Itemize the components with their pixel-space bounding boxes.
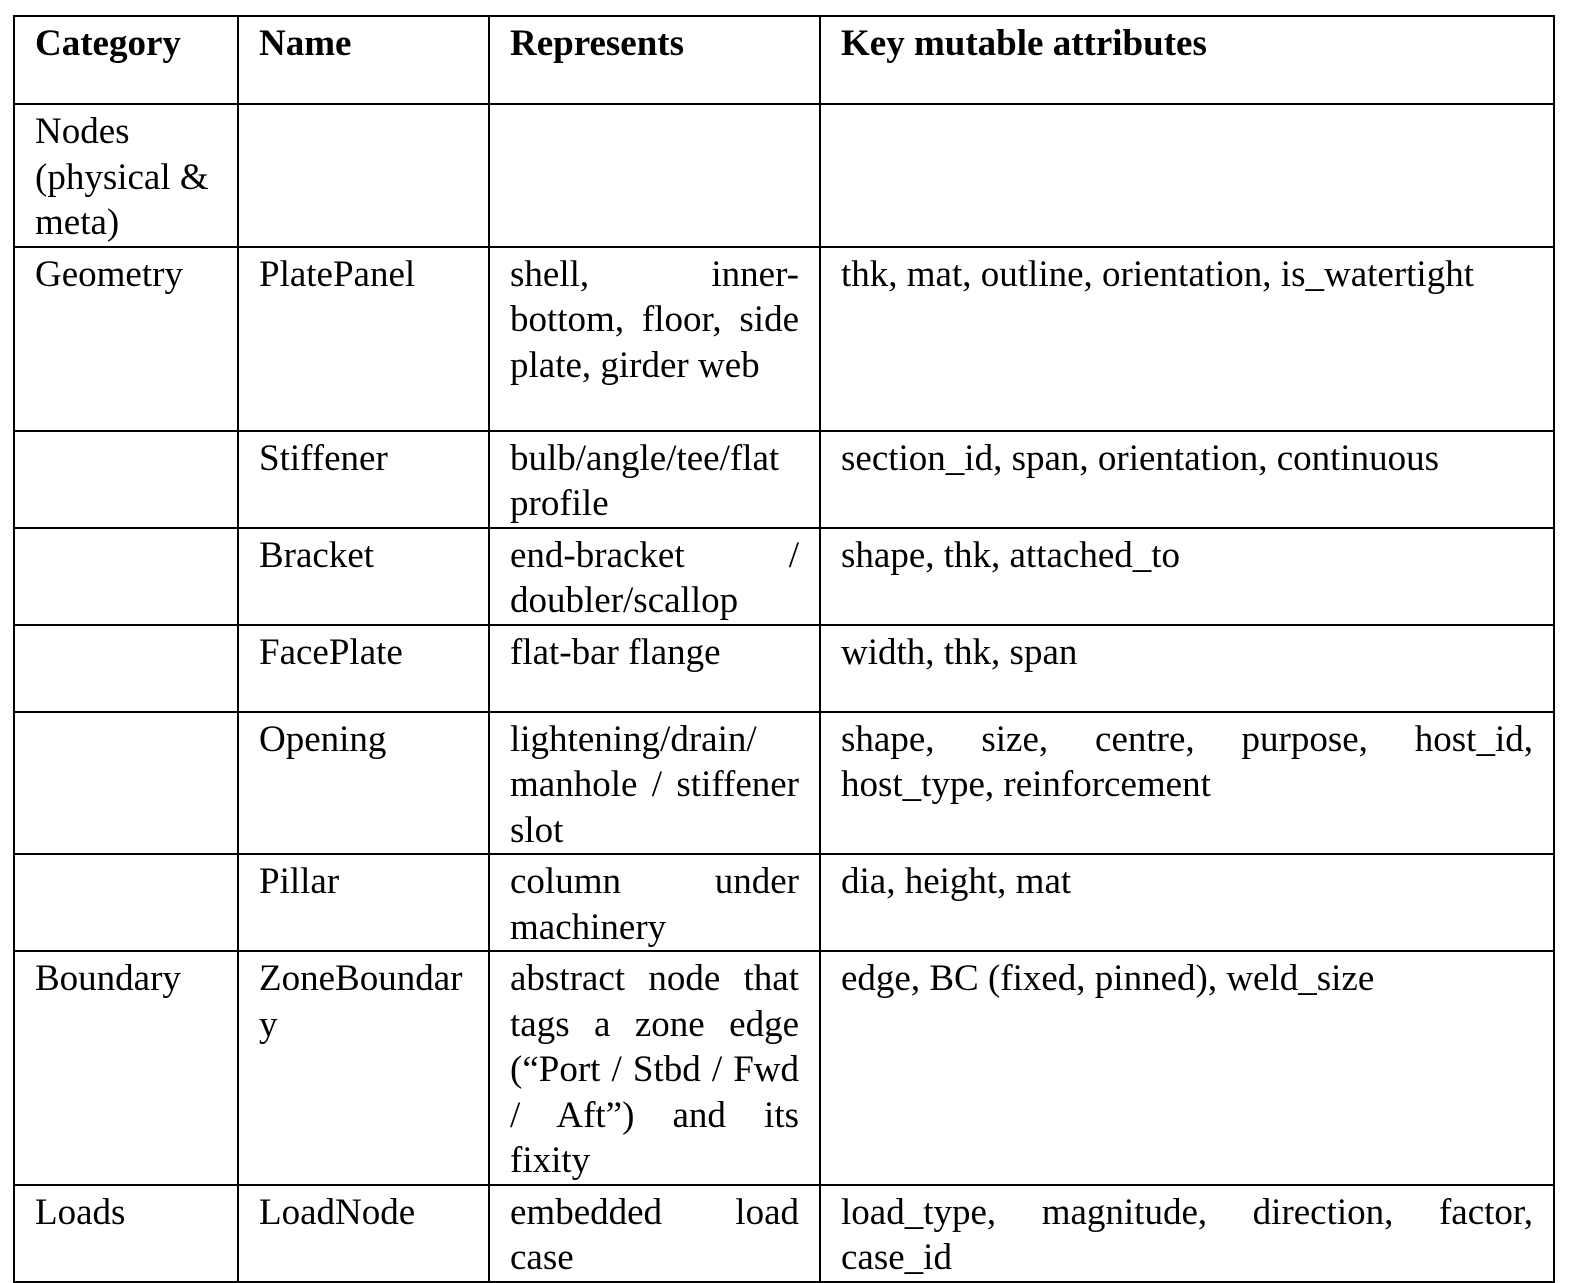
name-cell: FacePlate <box>238 625 489 712</box>
table-row-loadnode <box>14 1185 1554 1282</box>
header-row <box>14 16 1554 104</box>
represents-cell: bulb/angle/tee/flat profile <box>489 431 820 528</box>
name-cell: PlatePanel <box>238 247 489 431</box>
table-row-zoneboundary <box>14 951 1554 1185</box>
table-row-stiffener <box>14 431 1554 528</box>
category-cell: Boundary <box>14 951 238 1185</box>
name-cell: ZoneBoundary <box>238 951 489 1185</box>
attributes-cell: section_id, span, orientation, continuous <box>820 431 1554 528</box>
empty-cell <box>489 104 820 247</box>
category-cell <box>14 528 238 625</box>
table-row-opening <box>14 712 1554 855</box>
category-cell <box>14 854 238 951</box>
attributes-cell: edge, BC (fixed, pinned), weld_size <box>820 951 1554 1185</box>
table-row-platepanel <box>14 247 1554 431</box>
attributes-cell: load_type, magnitude, direction, factor, case_id <box>820 1185 1554 1282</box>
name-cell: Stiffener <box>238 431 489 528</box>
table-row-faceplate <box>14 625 1554 712</box>
section-row-nodes <box>14 104 1554 247</box>
category-cell <box>14 712 238 855</box>
empty-cell <box>820 104 1554 247</box>
represents-cell: column under machinery <box>489 854 820 951</box>
name-cell: Pillar <box>238 854 489 951</box>
category-cell: Geometry <box>14 247 238 431</box>
represents-cell: end-bracket / doubler/scallop <box>489 528 820 625</box>
represents-cell: shell, inner-bottom, floor, side plate, girder web <box>489 247 820 431</box>
attributes-cell: width, thk, span <box>820 625 1554 712</box>
empty-cell <box>238 104 489 247</box>
header-attributes: Key mutable attributes <box>820 16 1554 104</box>
table-row-pillar <box>14 854 1554 951</box>
represents-cell: flat-bar flange <box>489 625 820 712</box>
header-name: Name <box>238 16 489 104</box>
node-types-table <box>13 15 1555 1283</box>
section-label: Nodes (physical & meta) <box>14 104 238 247</box>
represents-cell: embedded load case <box>489 1185 820 1282</box>
attributes-cell: shape, thk, attached_to <box>820 528 1554 625</box>
represents-cell: abstract node that tags a zone edge (“Port / Stbd / Fwd / Aft”) and its fixity <box>489 951 820 1185</box>
category-cell <box>14 625 238 712</box>
name-cell: Bracket <box>238 528 489 625</box>
category-cell: Loads <box>14 1185 238 1282</box>
attributes-cell: dia, height, mat <box>820 854 1554 951</box>
header-represents: Represents <box>489 16 820 104</box>
category-cell <box>14 431 238 528</box>
attributes-cell: thk, mat, outline, orientation, is_watertight <box>820 247 1554 431</box>
attributes-cell: shape, size, centre, purpose, host_id, host_type, reinforcement <box>820 712 1554 855</box>
name-cell: Opening <box>238 712 489 855</box>
header-category: Category <box>14 16 238 104</box>
represents-cell: lightening/drain/ manhole / stiffener slot <box>489 712 820 855</box>
name-cell: LoadNode <box>238 1185 489 1282</box>
table-row-bracket <box>14 528 1554 625</box>
